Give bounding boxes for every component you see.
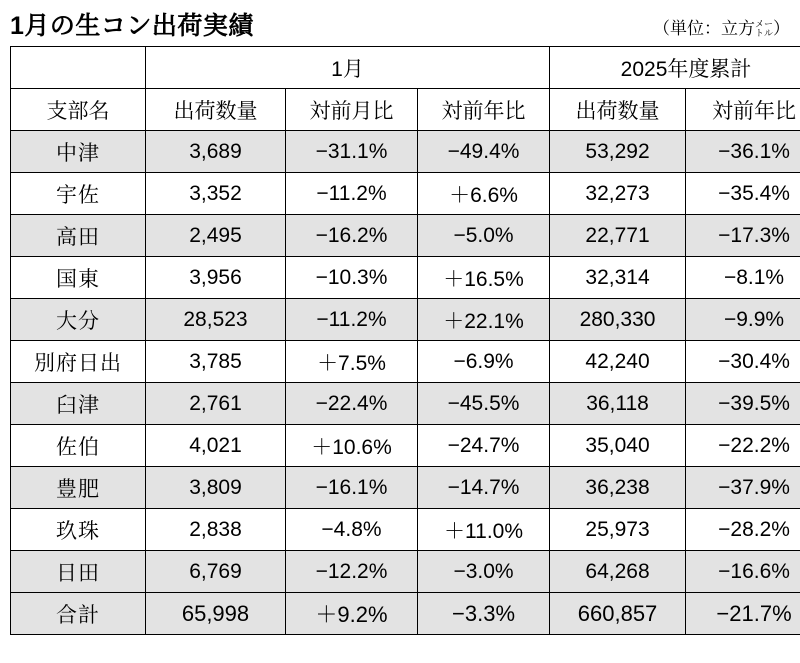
- column-header-month-yoy: 対前年比: [418, 89, 550, 131]
- unit-prefix: （単位：立方: [652, 19, 755, 39]
- cumulative-yoy: −35.4%: [686, 173, 800, 215]
- month-yoy: ＋11.0%: [418, 509, 550, 551]
- unit-ruby-bottom: トル: [754, 27, 773, 38]
- month-mom: −22.4%: [286, 383, 418, 425]
- month-quantity: 28,523: [146, 299, 286, 341]
- cumulative-yoy: −39.5%: [686, 383, 800, 425]
- month-quantity: 6,769: [146, 551, 286, 593]
- month-quantity: 3,352: [146, 173, 286, 215]
- cumulative-yoy: −8.1%: [686, 257, 800, 299]
- table-row: [11, 131, 800, 173]
- cumulative-quantity: 36,118: [550, 383, 686, 425]
- table-column-header-row: [11, 89, 800, 131]
- branch-name: 宇佐: [11, 173, 146, 215]
- branch-name: 佐伯: [11, 425, 146, 467]
- total-month-yoy: −3.3%: [418, 593, 550, 635]
- month-yoy: −6.9%: [418, 341, 550, 383]
- month-mom: −10.3%: [286, 257, 418, 299]
- branch-name: 玖珠: [11, 509, 146, 551]
- unit-suffix: ）: [773, 19, 790, 39]
- month-quantity: 3,809: [146, 467, 286, 509]
- cumulative-yoy: −17.3%: [686, 215, 800, 257]
- cumulative-quantity: 25,973: [550, 509, 686, 551]
- table-row: [11, 467, 800, 509]
- month-yoy: −5.0%: [418, 215, 550, 257]
- unit-ruby-top: メー: [754, 18, 773, 29]
- table-row: [11, 341, 800, 383]
- cumulative-quantity: 32,273: [550, 173, 686, 215]
- month-mom: −16.2%: [286, 215, 418, 257]
- month-yoy: ＋16.5%: [418, 257, 550, 299]
- month-mom: −12.2%: [286, 551, 418, 593]
- table-row: [11, 173, 800, 215]
- cumulative-yoy: −36.1%: [686, 131, 800, 173]
- branch-name: 日田: [11, 551, 146, 593]
- month-yoy: −45.5%: [418, 383, 550, 425]
- total-cumulative-yoy: −21.7%: [686, 593, 800, 635]
- branch-name: 豊肥: [11, 467, 146, 509]
- column-header-month-mom: 対前月比: [286, 89, 418, 131]
- cumulative-quantity: 36,238: [550, 467, 686, 509]
- branch-name: 高田: [11, 215, 146, 257]
- unit-note: [653, 20, 790, 40]
- table-row: [11, 383, 800, 425]
- corner-cell: [11, 47, 146, 89]
- table-total-row: [11, 593, 800, 635]
- month-yoy: ＋6.6%: [418, 173, 550, 215]
- month-quantity: 2,495: [146, 215, 286, 257]
- total-cumulative-quantity: 660,857: [550, 593, 686, 635]
- month-quantity: 3,785: [146, 341, 286, 383]
- unit-ruby: [755, 20, 773, 38]
- branch-name: 大分: [11, 299, 146, 341]
- cumulative-yoy: −37.9%: [686, 467, 800, 509]
- table-row: [11, 509, 800, 551]
- cumulative-yoy: −9.9%: [686, 299, 800, 341]
- group-header-month: 1月: [146, 47, 550, 89]
- table-group-header-row: [11, 47, 800, 89]
- month-yoy: −14.7%: [418, 467, 550, 509]
- table-row: [11, 551, 800, 593]
- month-mom: −31.1%: [286, 131, 418, 173]
- cumulative-yoy: −16.6%: [686, 551, 800, 593]
- column-header-branch: 支部名: [11, 89, 146, 131]
- column-header-cum-yoy: 対前年比: [686, 89, 800, 131]
- branch-name: 別府日出: [11, 341, 146, 383]
- branch-name: 国東: [11, 257, 146, 299]
- month-quantity: 2,838: [146, 509, 286, 551]
- cumulative-quantity: 42,240: [550, 341, 686, 383]
- cumulative-quantity: 32,314: [550, 257, 686, 299]
- branch-name: 臼津: [11, 383, 146, 425]
- total-label: 合計: [11, 593, 146, 635]
- month-mom: −11.2%: [286, 173, 418, 215]
- cumulative-yoy: −30.4%: [686, 341, 800, 383]
- month-mom: −16.1%: [286, 467, 418, 509]
- table-row: [11, 257, 800, 299]
- branch-name: 中津: [11, 131, 146, 173]
- page-title: 1月の生コン出荷実績: [10, 11, 254, 40]
- cumulative-quantity: 22,771: [550, 215, 686, 257]
- total-month-quantity: 65,998: [146, 593, 286, 635]
- column-header-month-qty: 出荷数量: [146, 89, 286, 131]
- cumulative-quantity: 64,268: [550, 551, 686, 593]
- month-quantity: 3,956: [146, 257, 286, 299]
- month-yoy: −49.4%: [418, 131, 550, 173]
- cumulative-yoy: −22.2%: [686, 425, 800, 467]
- month-yoy: −24.7%: [418, 425, 550, 467]
- cumulative-quantity: 53,292: [550, 131, 686, 173]
- cumulative-quantity: 280,330: [550, 299, 686, 341]
- group-header-cumulative: 2025年度累計: [550, 47, 800, 89]
- month-quantity: 3,689: [146, 131, 286, 173]
- cumulative-yoy: −28.2%: [686, 509, 800, 551]
- month-yoy: −3.0%: [418, 551, 550, 593]
- month-mom: −4.8%: [286, 509, 418, 551]
- month-yoy: ＋22.1%: [418, 299, 550, 341]
- cumulative-quantity: 35,040: [550, 425, 686, 467]
- month-quantity: 2,761: [146, 383, 286, 425]
- table-row: [11, 299, 800, 341]
- month-quantity: 4,021: [146, 425, 286, 467]
- month-mom: ＋10.6%: [286, 425, 418, 467]
- table-row: [11, 215, 800, 257]
- month-mom: ＋7.5%: [286, 341, 418, 383]
- total-month-mom: ＋9.2%: [286, 593, 418, 635]
- document-header: [10, 6, 790, 40]
- month-mom: −11.2%: [286, 299, 418, 341]
- table-row: [11, 425, 800, 467]
- shipment-results-table: [10, 46, 800, 635]
- column-header-cum-qty: 出荷数量: [550, 89, 686, 131]
